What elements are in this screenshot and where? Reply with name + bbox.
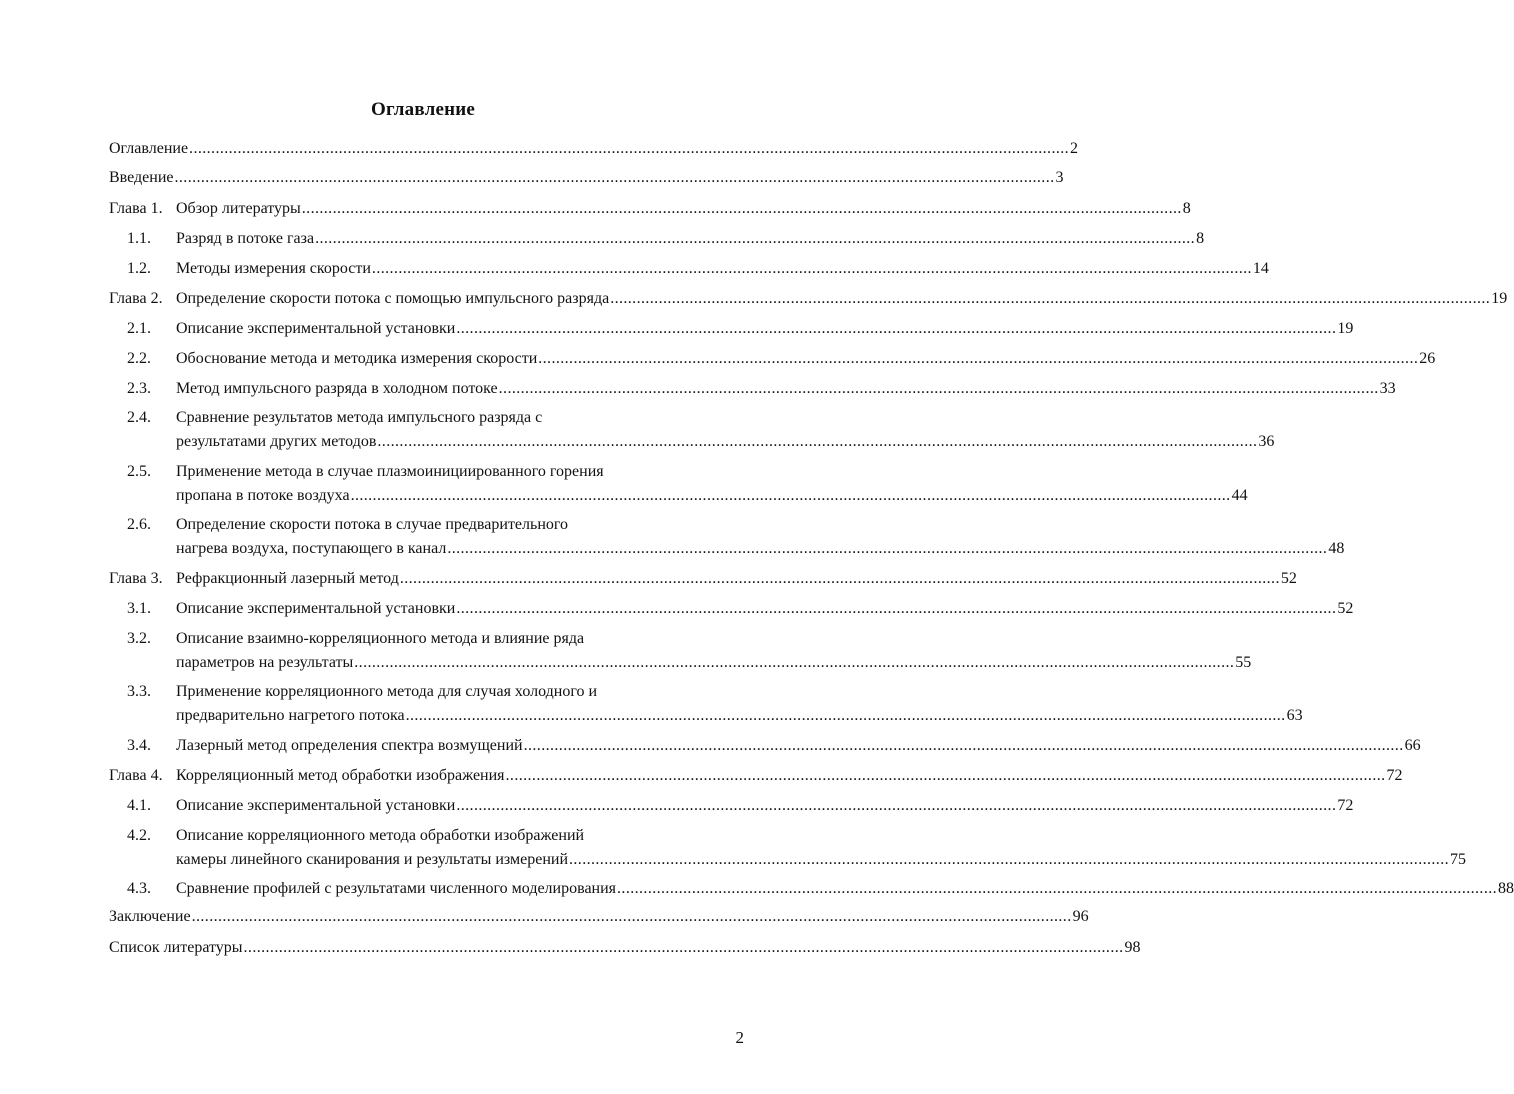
toc-entry-number: Глава 2. <box>109 290 163 307</box>
toc-entry-number: 3.1. <box>127 600 151 617</box>
toc-entry-text: Заключение <box>109 908 191 925</box>
toc-entry-page: 96 <box>1072 908 1089 925</box>
toc-entry-page: 33 <box>1379 380 1396 397</box>
toc-entry-text: Рефракционный лазерный метод <box>176 570 399 587</box>
dot-leader: ........................................................................................................................................................................................................ <box>456 600 1337 617</box>
toc-entry-text: Применение метода в случае плазмоинициированного горения <box>176 463 604 480</box>
toc-entry-page: 52 <box>1337 600 1354 617</box>
toc-section-continuation[interactable] <box>109 538 1345 560</box>
toc-entry-text: Сравнение результатов метода импульсного разряда с <box>176 409 543 426</box>
toc-entry-page: 52 <box>1280 570 1297 587</box>
dot-leader: ........................................................................................................................................................................................................ <box>315 230 1196 247</box>
toc-section-continuation[interactable] <box>109 431 1275 453</box>
toc-entry-text: Определение скорости потока с помощью импульсного разряда <box>176 290 610 307</box>
dot-leader: ........................................................................................................................................................................................................ <box>399 570 1280 587</box>
dot-leader: ........................................................................................................................................................................................................ <box>189 140 1070 157</box>
toc-section[interactable] <box>109 318 1354 340</box>
toc-entry-text: параметров на результаты <box>176 654 354 671</box>
toc-chapter[interactable] <box>109 568 1297 590</box>
toc-entry-number: 2.5. <box>127 463 151 480</box>
dot-leader: ........................................................................................................................................................................................................ <box>354 654 1235 671</box>
dot-leader: ........................................................................................................................................................................................................ <box>405 707 1286 724</box>
dot-leader: ........................................................................................................................................................................................................ <box>505 767 1386 784</box>
dot-leader: ........................................................................................................................................................................................................ <box>498 380 1379 397</box>
toc-section[interactable] <box>109 514 706 536</box>
toc-entry-text: Описание экспериментальной установки <box>176 797 456 814</box>
toc-entry-page: 14 <box>1252 260 1269 277</box>
toc-entry-page: 44 <box>1231 487 1248 504</box>
toc-entry-text: Список литературы <box>109 939 243 956</box>
toc-entry-text: Описание экспериментальной установки <box>176 600 456 617</box>
toc-entry-text: Методы измерения скорости <box>176 260 371 277</box>
dot-leader: ........................................................................................................................................................................................................ <box>191 908 1072 925</box>
toc-entry-page: 55 <box>1235 654 1252 671</box>
toc-entry-text: Оглавление <box>109 140 189 157</box>
toc-section[interactable] <box>109 628 706 650</box>
toc-entry-number: 2.6. <box>127 516 151 533</box>
toc-entry-number: 3.2. <box>127 630 151 647</box>
toc-entry-text: Лазерный метод определения спектра возмущений <box>176 737 523 754</box>
toc-section[interactable] <box>109 461 706 483</box>
toc-section-continuation[interactable] <box>109 849 1466 871</box>
toc-entry-number: 2.4. <box>127 409 151 426</box>
dot-leader: ........................................................................................................................................................................................................ <box>456 320 1337 337</box>
toc-section-continuation[interactable] <box>109 485 1248 507</box>
toc-entry-number: 1.1. <box>127 230 151 247</box>
toc-entry-text: Корреляционный метод обработки изображения <box>176 767 505 784</box>
toc-entry-text: Описание корреляционного метода обработки изображений <box>176 827 585 844</box>
dot-leader: ........................................................................................................................................................................................................ <box>377 433 1258 450</box>
page-title: Оглавление <box>370 99 476 120</box>
toc-entry-page: 19 <box>1491 290 1508 307</box>
toc-entry-page: 72 <box>1337 797 1354 814</box>
toc-section-continuation[interactable] <box>109 705 1303 727</box>
dot-leader: ........................................................................................................................................................................................................ <box>174 169 1055 186</box>
toc-entry-text: Сравнение профилей с результатами численного моделирования <box>176 880 617 897</box>
toc-entry-page: 2 <box>1070 140 1079 157</box>
dot-leader: ........................................................................................................................................................................................................ <box>456 797 1337 814</box>
toc-section[interactable] <box>109 825 706 847</box>
dot-leader: ........................................................................................................................................................................................................ <box>617 880 1498 897</box>
toc-entry-number: 4.3. <box>127 880 151 897</box>
toc-entry-text: Метод импульсного разряда в холодном потоке <box>176 380 498 397</box>
toc-section[interactable] <box>109 258 1269 280</box>
toc-entry-text: Описание экспериментальной установки <box>176 320 456 337</box>
toc-entry-number: 4.1. <box>127 797 151 814</box>
dot-leader: ........................................................................................................................................................................................................ <box>243 939 1124 956</box>
toc-entry-number: 2.1. <box>127 320 151 337</box>
toc-entry-number: 1.2. <box>127 260 151 277</box>
toc-entry-page: 19 <box>1337 320 1354 337</box>
toc-section[interactable] <box>109 598 1354 620</box>
toc-entry-text: предварительно нагретого потока <box>176 707 405 724</box>
toc-entry[interactable] <box>109 906 1089 928</box>
toc-entry-page: 66 <box>1404 737 1421 754</box>
toc-entry-page: 48 <box>1328 540 1345 557</box>
toc-entry-page: 36 <box>1258 433 1275 450</box>
toc-entry-text: камеры линейного сканирования и результаты измерений <box>176 851 568 868</box>
toc-entry[interactable] <box>109 937 1141 959</box>
toc-section[interactable] <box>109 407 706 429</box>
toc-section[interactable] <box>109 228 1205 250</box>
toc-entry-number: 4.2. <box>127 827 151 844</box>
toc-entry-number: Глава 4. <box>109 767 163 784</box>
toc-entry-text: Обзор литературы <box>176 200 301 217</box>
toc-entry-page: 3 <box>1055 169 1064 186</box>
toc-section[interactable] <box>109 878 1514 900</box>
page-number: 2 <box>735 1028 744 1047</box>
dot-leader: ........................................................................................................................................................................................................ <box>301 200 1182 217</box>
toc-section[interactable] <box>109 681 706 703</box>
toc-entry[interactable] <box>109 138 1079 160</box>
toc-entry-page: 88 <box>1498 880 1514 897</box>
toc-entry-number: Глава 3. <box>109 570 163 587</box>
toc-entry-text: Описание взаимно-корреляционного метода и влияние ряда <box>176 630 585 647</box>
toc-entry-number: 3.3. <box>127 683 151 700</box>
toc-section-continuation[interactable] <box>109 652 1252 674</box>
toc-entry-number: Глава 1. <box>109 200 163 217</box>
toc-chapter[interactable] <box>109 765 1403 787</box>
toc-entry-number: 2.2. <box>127 350 151 367</box>
toc-chapter[interactable] <box>109 288 1508 310</box>
toc-chapter[interactable] <box>109 198 1191 220</box>
toc-entry-text: нагрева воздуха, поступающего в канал <box>176 540 447 557</box>
toc-entry-page: 98 <box>1124 939 1141 956</box>
toc-section[interactable] <box>109 735 1421 757</box>
dot-leader: ........................................................................................................................................................................................................ <box>447 540 1328 557</box>
toc-section[interactable] <box>109 795 1354 817</box>
toc-entry-text: Определение скорости потока в случае предварительного <box>176 516 569 533</box>
dot-leader: ........................................................................................................................................................................................................ <box>610 290 1491 307</box>
toc-entry-number: 3.4. <box>127 737 151 754</box>
toc-entry-text: пропана в потоке воздуха <box>176 487 350 504</box>
toc-entry-page: 72 <box>1386 767 1403 784</box>
toc-entry-page: 8 <box>1196 230 1205 247</box>
toc-entry[interactable] <box>109 167 1064 189</box>
toc-entry-number: 2.3. <box>127 380 151 397</box>
toc-entry-page: 8 <box>1182 200 1191 217</box>
dot-leader: ........................................................................................................................................................................................................ <box>371 260 1252 277</box>
dot-leader: ........................................................................................................................................................................................................ <box>569 851 1449 868</box>
toc-entry-text: Применение корреляционного метода для случая холодного и <box>176 683 598 700</box>
toc-entry-text: Обоснование метода и методика измерения скорости <box>176 350 538 367</box>
toc-entry-text: Введение <box>109 169 174 186</box>
toc-entry-page: 75 <box>1450 851 1466 868</box>
toc-entry-text: Разряд в потоке газа <box>176 230 315 247</box>
table-of-contents <box>109 0 1514 1094</box>
toc-entry-page: 63 <box>1286 707 1303 724</box>
dot-leader: ........................................................................................................................................................................................................ <box>350 487 1231 504</box>
toc-section[interactable] <box>109 348 1436 370</box>
dot-leader: ........................................................................................................................................................................................................ <box>523 737 1404 754</box>
toc-entry-page: 26 <box>1419 350 1436 367</box>
toc-section[interactable] <box>109 378 1396 400</box>
dot-leader: ........................................................................................................................................................................................................ <box>538 350 1419 367</box>
toc-entry-text: результатами других методов <box>176 433 377 450</box>
